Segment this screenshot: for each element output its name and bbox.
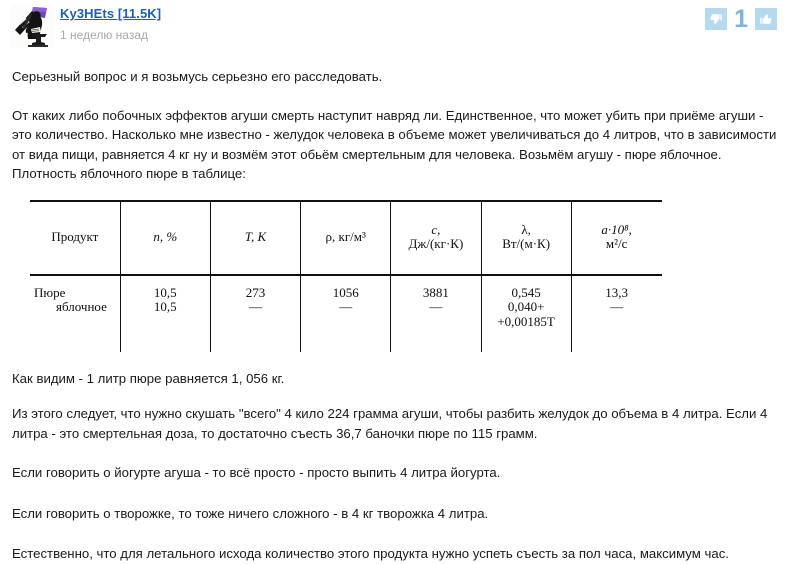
td-product (30, 275, 120, 352)
th-diffusivity-symbol: a·10⁸, (601, 222, 632, 237)
th-temperature-label: T, К (244, 229, 267, 244)
td-temperature-line1: 273 (245, 284, 266, 300)
td-temperature (210, 275, 300, 352)
rating-widget (705, 5, 777, 33)
post-header (0, 0, 787, 52)
paragraph-after2: Из этого следует, что нужно скушать "всего" 4 кило 224 грамма агуши, чтобы разбить желудок до объема в 4 литра. Если 4 литра - это смертельная доза, то достаточно съесть 36,7 баночки пюре по 115 грамм. (12, 406, 768, 441)
thumbs-up-icon (759, 12, 773, 26)
thumbs-down-icon (709, 12, 723, 26)
td-heat-capacity-line1: 3881 (422, 284, 449, 300)
th-n (120, 202, 210, 275)
blacksmith-avatar-image (10, 4, 53, 48)
td-n (120, 275, 210, 352)
density-table-image (12, 200, 672, 355)
td-heat-capacity-line2: — (429, 299, 443, 314)
td-conductivity-line3: +0,00185T (497, 313, 555, 329)
th-heat-capacity (391, 202, 481, 275)
td-conductivity (481, 275, 571, 352)
upvote-button[interactable] (755, 8, 777, 30)
paragraph-main: От каких либо побочных эффектов агуши смерть наступит навряд ли. Единственное, что может убить при приёме агуши - это количество. Насколько мне известно - желудок человека в объеме может увеличиваться до 4 литров, что в зависимости от вида пищи, равняется 4 кг ну и возмём этот обьём смертельным для человека. Возьмём агушу - пюре яблочное. Плотность яблочного пюре в таблице: (12, 107, 777, 181)
th-conductivity-units: Вт/(м·К) (502, 236, 551, 251)
author-block (60, 5, 161, 43)
table-header-row (30, 202, 662, 275)
td-density (301, 275, 391, 352)
paragraph-after1: Как видим - 1 литр пюре равняется 1, 056 кг. (12, 370, 285, 386)
avatar[interactable] (10, 4, 53, 48)
author-name-link[interactable]: Ky3HEts [11.5K] (60, 6, 162, 21)
td-product-line2: яблочное (56, 299, 107, 314)
post-body (0, 67, 787, 564)
th-temperature (210, 202, 300, 275)
th-conductivity (481, 202, 571, 275)
paragraph-after3: Если говорить о йогурте агуша - то всё просто - просто выпить 4 литра йогурта. (12, 465, 501, 480)
th-density-label: ρ, кг/м³ (325, 229, 366, 244)
th-product-label: Продукт (51, 229, 99, 244)
th-product (30, 202, 120, 275)
td-n-line1: 10,5 (153, 284, 177, 300)
paragraph-intro: Серьезный вопрос и я возьмусь серьезно его расследовать. (12, 69, 383, 84)
td-diffusivity-line1: 13,3 (605, 284, 628, 300)
post-timestamp: 1 неделю назад (60, 28, 149, 42)
td-diffusivity (571, 275, 661, 352)
td-n-line2: 10,5 (153, 299, 177, 314)
vote-count: 1 (734, 5, 748, 33)
td-diffusivity-line2: — (610, 299, 624, 314)
th-diffusivity-units: м²/с (605, 236, 628, 251)
td-conductivity-line2: 0,040+ (507, 299, 545, 314)
th-n-label: n, % (153, 229, 178, 244)
td-temperature-line2: — (249, 299, 262, 314)
th-diffusivity (571, 202, 661, 275)
paragraph-after5: Естественно, что для летального исхода количество этого продукта нужно успеть съесть за пол часа, максимум час. (12, 546, 729, 561)
th-heat-capacity-units: Дж/(кг·К) (408, 236, 464, 251)
td-heat-capacity (391, 275, 481, 352)
th-density (301, 202, 391, 275)
td-density-line2: — (339, 299, 353, 314)
paragraph-after4: Если говорить о творожке, то тоже ничего сложного - в 4 кг творожка 4 литра. (12, 505, 489, 521)
downvote-button[interactable] (705, 8, 727, 30)
th-heat-capacity-symbol: c, (431, 222, 441, 237)
td-product-line1: Пюре (34, 284, 66, 300)
td-density-line1: 1056 (332, 284, 359, 300)
thermal-properties-table (30, 200, 662, 352)
th-conductivity-symbol: λ, (521, 222, 531, 237)
td-conductivity-line1: 0,545 (511, 284, 541, 300)
table-row (30, 275, 662, 352)
